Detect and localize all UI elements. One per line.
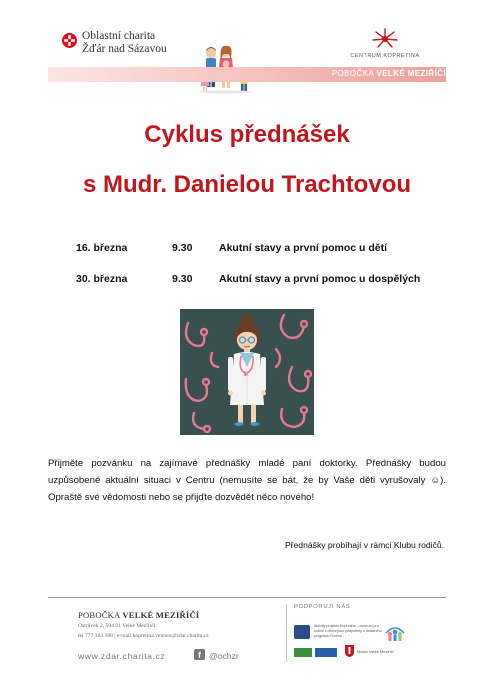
sponsor-family-logo-icon [384, 623, 406, 643]
schedule-date: 30. března [76, 273, 128, 285]
schedule-date: 16. března [76, 242, 128, 254]
org-name-line2: Žďár nad Sázavou [82, 43, 167, 55]
schedule-topic: Akutní stavy a první pomoc u dětí [219, 242, 388, 254]
footer-separator [286, 604, 287, 662]
footer-divider [48, 597, 446, 598]
org-name-line1: Oblastní charita [82, 30, 156, 42]
footer-branch-name: VELKÉ MEZIŘÍČÍ [122, 610, 200, 620]
city-name: Město Velké Meziříčí [357, 649, 394, 654]
page-title: Cyklus přednášek [144, 121, 350, 148]
facebook-link[interactable]: @ochzr [209, 651, 239, 661]
sponsor-ministry-logo-icon [294, 625, 310, 639]
footer-contact: tel 777 183 388 | e-mail kopretina.velmez@zdar.charita.cz [78, 633, 209, 639]
city-coat-of-arms-icon [345, 645, 354, 657]
footer-branch-prefix: POBOČKA [78, 610, 120, 620]
charita-cross-logo-icon [62, 33, 77, 48]
support-label: PODPORUJÍ NÁS [294, 604, 351, 610]
schedule-topic: Akutní stavy a první pomoc u dospělých [219, 273, 421, 285]
branch-prefix: POBOČKA [331, 69, 374, 78]
center-name: CENTRUM KOPRETINA [350, 53, 420, 59]
facebook-icon[interactable]: f [194, 649, 205, 660]
schedule-time: 9.30 [172, 273, 193, 285]
sponsor-region-logo-icon [315, 648, 337, 657]
branch-banner-label [255, 69, 446, 78]
sponsor-description: Aktivity projektu Kopretina – centrum pro rodiče s dětmi jsou podpořeny z dotačního programu Rodina. [314, 624, 382, 638]
footer-branch [78, 610, 199, 620]
sponsor-green-logo-icon [294, 648, 312, 657]
invitation-paragraph: Přijměte pozvánku na zajímavé přednášky mladé paní doktorky. Přednášky budou uzpůsobené aktuální situaci v Centru (nemusíte se bát, že by Vaše děti vyrušovaly ☺). Opraště své vědomosti nebo se přijďte dozvědět něco nového! [48, 458, 446, 503]
page-subtitle: s Mudr. Danielou Trachtovou [82, 171, 412, 198]
club-note: Přednášky probíhají v rámci Klubu rodičů. [284, 540, 444, 550]
website-link[interactable]: www.zdar.charita.cz [78, 651, 166, 661]
doctor-illustration-icon [180, 309, 314, 435]
footer-address: Ostrůvek 2, 594 01 Velké Meziříčí [78, 623, 156, 629]
daisy-logo-icon [365, 27, 405, 51]
schedule-time: 9.30 [172, 242, 193, 254]
branch-name: VELKÉ MEZIŘÍČÍ [376, 69, 446, 78]
